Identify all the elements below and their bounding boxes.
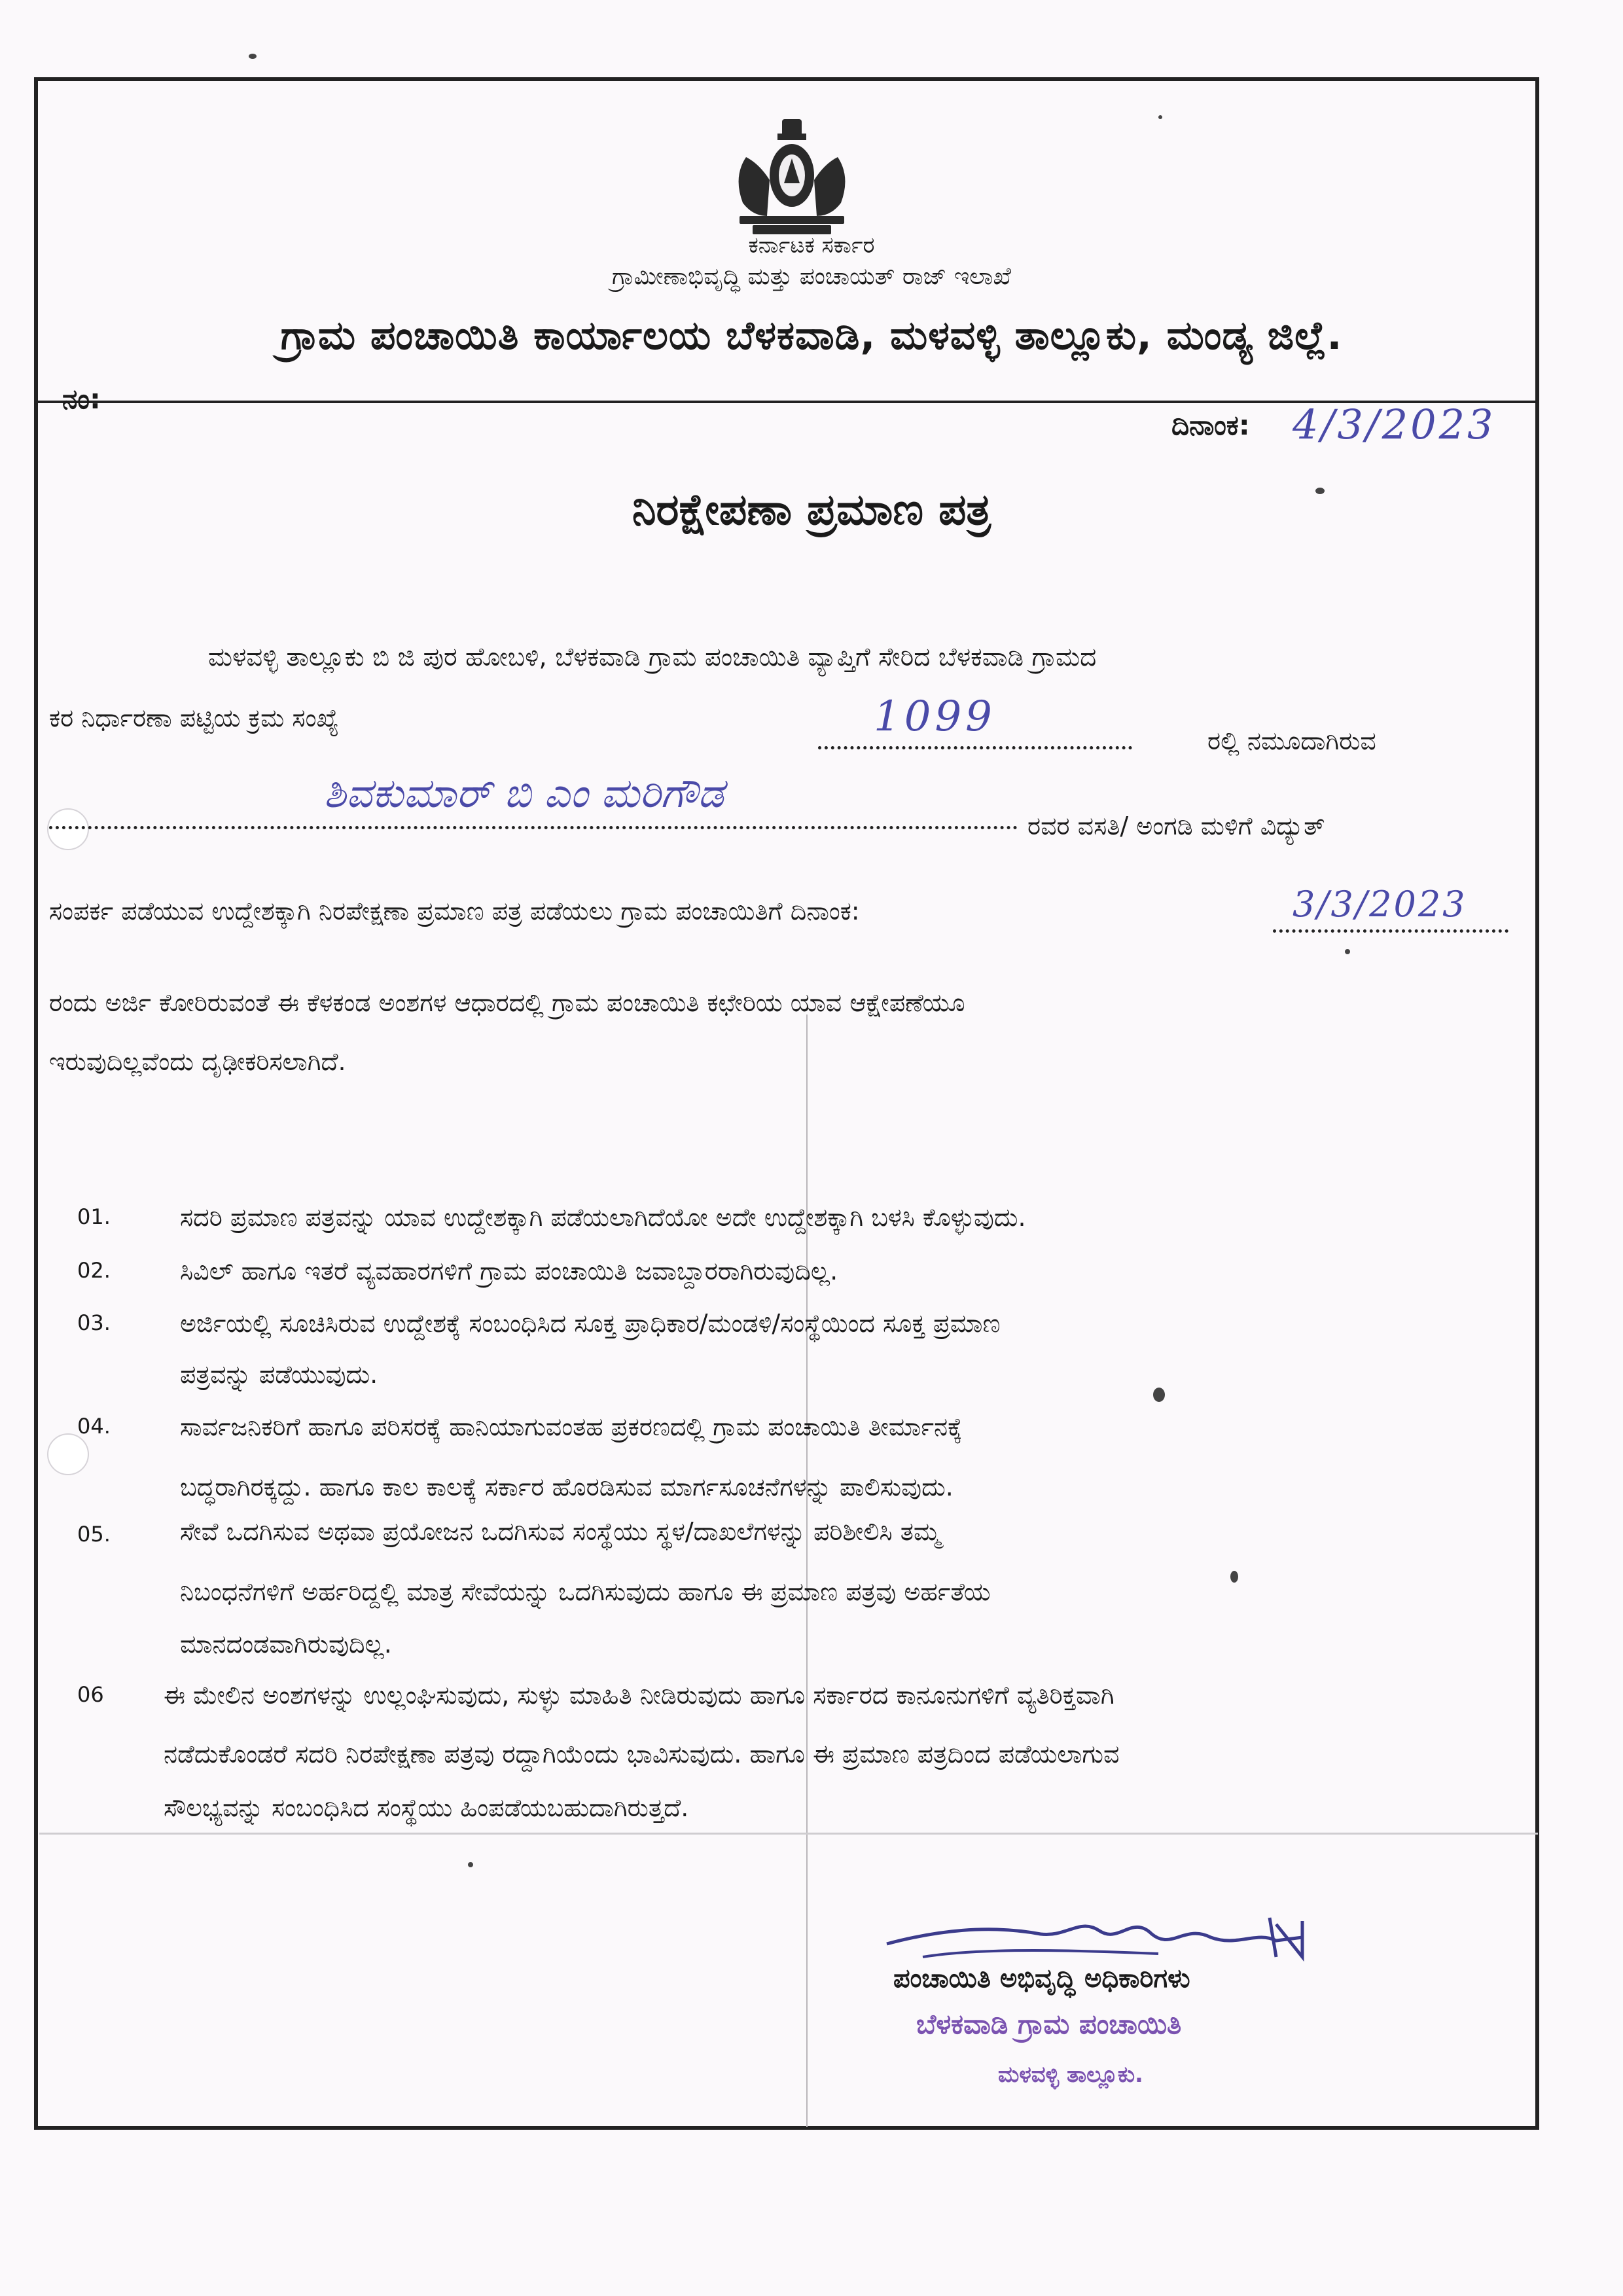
condition-number: 05. <box>77 1522 111 1547</box>
signatory-designation: ಪಂಚಾಯಿತಿ ಅಭಿವೃದ್ಧಿ ಅಧಿಕಾರಿಗಳು <box>893 1964 1190 1994</box>
body-line-2a: ಕರ ನಿರ್ಧಾರಣಾ ಪಟ್ಟಿಯ ಕ್ರಮ ಸಂಖ್ಯೆ <box>49 704 339 732</box>
scan-speck <box>1158 115 1162 119</box>
condition-text: ಸಿವಿಲ್ ಹಾಗೂ ಇತರೆ ವ್ಯವಹಾರಗಳಿಗೆ ಗ್ರಾಮ ಪಂಚಾಯಿತಿ ಜವಾಬ್ದಾರರಾಗಿರುವುದಿಲ್ಲ. <box>180 1257 838 1285</box>
condition-text: ಈ ಮೇಲಿನ ಅಂಶಗಳನ್ನು ಉಲ್ಲಂಘಿಸುವುದು, ಸುಳ್ಳು ಮಾಹಿತಿ ನೀಡಿರುವುದು ಹಾಗೂ ಸರ್ಕಾರದ ಕಾನೂನುಗಳಿಗೆ ವ್ಯತಿರಿಕ್ತವಾಗಿ <box>164 1681 1115 1710</box>
serial-number-value: 1099 <box>874 692 996 741</box>
office-address: ಗ್ರಾಮ ಪಂಚಾಯಿತಿ ಕಾರ್ಯಾಲಯ ಬೆಳಕವಾಡಿ, ಮಳವಳ್ಳಿ ತಾಲ್ಲೂಕು, ಮಂಡ್ಯ ಜಿಲ್ಲೆ. <box>280 313 1343 359</box>
applicant-name-value: ಶಿವಕುಮಾರ್ ಬಿ ಎಂ ಮರಿಗೌಡ <box>324 769 724 817</box>
serial-number-blank <box>818 746 1132 749</box>
scan-speck <box>468 1862 473 1867</box>
body-line-4: ಸಂಪರ್ಕ ಪಡೆಯುವ ಉದ್ದೇಶಕ್ಕಾಗಿ ನಿರಪೇಕ್ಷಣಾ ಪ್ರಮಾಣ ಪತ್ರ ಪಡೆಯಲು ಗ್ರಾಮ ಪಂಚಾಯಿತಿಗೆ ದಿನಾಂಕ: <box>49 897 860 925</box>
department-name: ಗ್ರಾಮೀಣಾಭಿವೃದ್ಧಿ ಮತ್ತು ಪಂಚಾಯತ್ ರಾಜ್ ಇಲಾಖೆ <box>612 263 1011 290</box>
scan-speck <box>1315 488 1325 494</box>
condition-number: 04. <box>77 1414 111 1439</box>
applied-date-blank <box>1273 929 1508 933</box>
condition-number: 01. <box>77 1204 111 1229</box>
condition-number: 06 <box>77 1682 104 1707</box>
date-value: 4/3/2023 <box>1293 401 1496 448</box>
condition-text: ನಿಬಂಧನೆಗಳಿಗೆ ಅರ್ಹರಿದ್ದಲ್ಲಿ ಮಾತ್ರ ಸೇವೆಯನ್ನು ಒದಗಿಸುವುದು ಹಾಗೂ ಈ ಪ್ರಮಾಣ ಪತ್ರವು ಅರ್ಹತೆಯ <box>180 1577 991 1606</box>
condition-text: ಮಾನದಂಡವಾಗಿರುವುದಿಲ್ಲ. <box>180 1630 392 1659</box>
government-name: ಕರ್ನಾಟಕ ಸರ್ಕಾರ <box>748 232 875 259</box>
body-line-1: ಮಳವಳ್ಳಿ ತಾಲ್ಲೂಕು ಬಿ ಜಿ ಪುರ ಹೋಬಳಿ, ಬೆಳಕವಾಡಿ ಗ್ರಾಮ ಪಂಚಾಯಿತಿ ವ್ಯಾಪ್ತಿಗೆ ಸೇರಿದ ಬೆಳಕವಾಡಿ ಗ್ರಾಮದ <box>208 643 1097 672</box>
fold-crease-vertical <box>806 1014 808 2127</box>
scan-speck <box>249 54 257 59</box>
office-stamp-line-2: ಮಳವಳ್ಳಿ ತಾಲ್ಲೂಕು. <box>998 2062 1143 2088</box>
condition-number: 03. <box>77 1310 111 1335</box>
condition-text: ನಡೆದುಕೊಂಡರೆ ಸದರಿ ನಿರಪೇಕ್ಷಣಾ ಪತ್ರವು ರದ್ದಾಗಿಯೆಂದು ಭಾವಿಸುವುದು. ಹಾಗೂ ಈ ಪ್ರಮಾಣ ಪತ್ರದಿಂದ ಪಡೆಯಲಾಗುವ <box>164 1740 1120 1768</box>
reference-number-label: ನಂ: <box>62 383 101 415</box>
condition-text: ಸೌಲಭ್ಯವನ್ನು ಸಂಬಂಧಿಸಿದ ಸಂಸ್ಥೆಯು ಹಿಂಪಡೆಯಬಹುದಾಗಿರುತ್ತದೆ. <box>164 1793 689 1822</box>
condition-text: ಪತ್ರವನ್ನು ಪಡೆಯುವುದು. <box>180 1360 378 1389</box>
condition-text: ಅರ್ಜಿಯಲ್ಲಿ ಸೂಚಿಸಿರುವ ಉದ್ದೇಶಕ್ಕೆ ಸಂಬಂಧಿಸಿದ ಸೂಕ್ತ ಪ್ರಾಧಿಕಾರ/ಮಂಡಳಿ/ಸಂಸ್ಥೆಯಿಂದ ಸೂಕ್ತ ಪ್ರಮಾಣ <box>180 1309 1001 1338</box>
scan-speck <box>1230 1571 1238 1583</box>
state-emblem-icon <box>726 118 857 239</box>
body-line-2b: ರಲ್ಲಿ ನಮೂದಾಗಿರುವ <box>1207 726 1376 755</box>
punch-hole <box>47 808 89 850</box>
condition-number: 02. <box>77 1258 111 1283</box>
condition-text: ಬದ್ಧರಾಗಿರಕ್ಕದ್ದು. ಹಾಗೂ ಕಾಲ ಕಾಲಕ್ಕೆ ಸರ್ಕಾರ ಹೊರಡಿಸುವ ಮಾರ್ಗಸೂಚನೆಗಳನ್ನು ಪಾಲಿಸುವುದು. <box>180 1473 954 1501</box>
applied-date-value: 3/3/2023 <box>1293 884 1467 925</box>
applicant-name-blank <box>49 826 1018 829</box>
certificate-title: ನಿರಕ್ಷೇಪಣಾ ಪ್ರಮಾಣ ಪತ್ರ <box>632 484 991 535</box>
date-label: ದಿನಾಂಕ: <box>1171 409 1250 441</box>
body-line-5: ರಂದು ಅರ್ಜಿ ಕೋರಿರುವಂತೆ ಈ ಕೆಳಕಂಡ ಅಂಶಗಳ ಆಧಾರದಲ್ಲಿ ಗ್ರಾಮ ಪಂಚಾಯಿತಿ ಕಛೇರಿಯ ಯಾವ ಆಕ್ಷೇಪಣೆಯೂ <box>49 988 965 1017</box>
condition-text: ಸದರಿ ಪ್ರಮಾಣ ಪತ್ರವನ್ನು ಯಾವ ಉದ್ದೇಶಕ್ಕಾಗಿ ಪಡೆಯಲಾಗಿದೆಯೋ ಅದೇ ಉದ್ದೇಶಕ್ಕಾಗಿ ಬಳಸಿ ಕೊಳ್ಳುವುದು. <box>180 1203 1026 1232</box>
fold-crease-horizontal <box>39 1833 1538 1835</box>
condition-text: ಸಾರ್ವಜನಿಕರಿಗೆ ಹಾಗೂ ಪರಿಸರಕ್ಕೆ ಹಾನಿಯಾಗುವಂತಹ ಪ್ರಕರಣದಲ್ಲಿ ಗ್ರಾಮ ಪಂಚಾಯಿತಿ ತೀರ್ಮಾನಕ್ಕೆ <box>180 1412 963 1441</box>
body-line-6: ಇರುವುದಿಲ್ಲವೆಂದು ದೃಢೀಕರಿಸಲಾಗಿದೆ. <box>49 1047 346 1076</box>
scan-speck <box>1345 949 1350 954</box>
body-line-3b: ರವರ ವಸತಿ/ ಅಂಗಡಿ ಮಳಿಗೆ ವಿದ್ಯುತ್ <box>1027 812 1325 840</box>
condition-text: ಸೇವೆ ಒದಗಿಸುವ ಅಥವಾ ಪ್ರಯೋಜನ ಒದಗಿಸುವ ಸಂಸ್ಥೆಯು ಸ್ಥಳ/ದಾಖಲೆಗಳನ್ನು ಪರಿಶೀಲಿಸಿ ತಮ್ಮ <box>180 1517 941 1546</box>
punch-hole <box>47 1433 89 1475</box>
scan-speck <box>1153 1388 1165 1402</box>
office-stamp-line-1: ಬೆಳಕವಾಡಿ ಗ್ರಾಮ ಪಂಚಾಯಿತಿ <box>916 2008 1182 2040</box>
